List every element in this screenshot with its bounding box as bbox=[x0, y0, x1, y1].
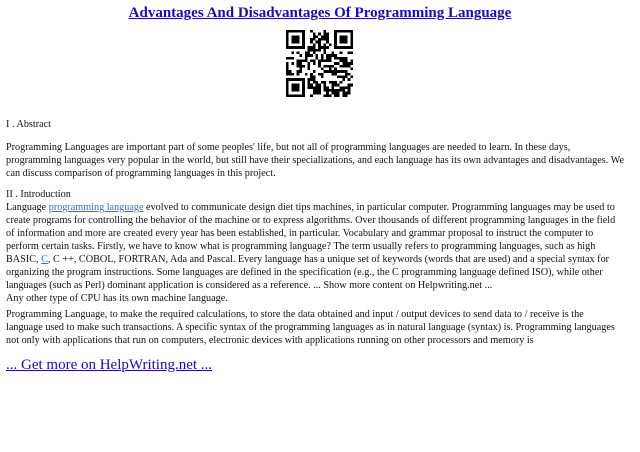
qr-module bbox=[348, 86, 351, 89]
qr-module bbox=[340, 76, 343, 79]
qr-module bbox=[326, 35, 329, 38]
qr-module bbox=[345, 73, 348, 76]
qr-module bbox=[324, 51, 327, 54]
abstract-heading: I . Abstract bbox=[6, 119, 51, 130]
qr-module bbox=[289, 70, 292, 73]
qr-module bbox=[326, 86, 329, 89]
qr-module bbox=[310, 76, 313, 79]
qr-module bbox=[324, 59, 327, 62]
qr-module bbox=[315, 54, 318, 57]
qr-module bbox=[342, 92, 345, 95]
abstract-paragraph bbox=[6, 141, 636, 180]
qr-module bbox=[345, 86, 348, 89]
qr-module bbox=[329, 70, 332, 73]
intro-heading: II . Introduction bbox=[6, 189, 71, 200]
paragraph-3 bbox=[6, 308, 636, 347]
qr-module bbox=[342, 89, 345, 92]
text-line: Any other type of CPU has its own machine language. bbox=[6, 293, 228, 304]
qr-module bbox=[321, 54, 324, 57]
qr-module bbox=[321, 76, 324, 79]
qr-finder bbox=[291, 35, 299, 43]
qr-module bbox=[326, 46, 329, 49]
qr-module bbox=[342, 57, 345, 60]
qr-module bbox=[350, 68, 353, 71]
qr-module bbox=[348, 65, 351, 68]
qr-module bbox=[305, 54, 308, 57]
qr-module bbox=[337, 76, 340, 79]
qr-module bbox=[299, 59, 302, 62]
page-title[interactable]: Advantages And Disadvantages Of Programming Language bbox=[128, 5, 512, 21]
qr-module bbox=[305, 59, 308, 62]
qr-module bbox=[321, 57, 324, 60]
qr-module bbox=[310, 46, 313, 49]
qr-module bbox=[318, 49, 321, 52]
qr-module bbox=[326, 94, 329, 97]
qr-module bbox=[324, 70, 327, 73]
qr-module bbox=[348, 62, 351, 65]
qr-module bbox=[324, 86, 327, 89]
qr-module bbox=[334, 92, 337, 95]
qr-module bbox=[313, 59, 316, 62]
qr-module bbox=[334, 62, 337, 65]
qr-module bbox=[329, 68, 332, 71]
qr-module bbox=[289, 57, 292, 60]
qr-module bbox=[345, 94, 348, 97]
qr-module bbox=[340, 70, 343, 73]
text-line: not only with applications that run on computers, electronic devices with applications running on other processors and memory is bbox=[6, 335, 534, 346]
qr-finder bbox=[340, 35, 348, 43]
qr-module bbox=[313, 78, 316, 81]
qr-module bbox=[315, 81, 318, 84]
qr-module bbox=[299, 68, 302, 71]
qr-module bbox=[332, 92, 335, 95]
qr-module bbox=[318, 41, 321, 44]
qr-module bbox=[310, 49, 313, 52]
qr-module bbox=[345, 59, 348, 62]
qr-module bbox=[342, 59, 345, 62]
text-line: can discuss comparison of programming languages in this project. bbox=[6, 168, 276, 179]
qr-finder bbox=[291, 84, 299, 92]
qr-module bbox=[332, 54, 335, 57]
qr-code bbox=[286, 30, 353, 97]
text: BASIC, bbox=[6, 254, 42, 265]
qr-module bbox=[318, 65, 321, 68]
qr-module bbox=[340, 51, 343, 54]
qr-module bbox=[291, 51, 294, 54]
text-line: programming languages very popular in the world, but still have their specializations, and each language has its own advantages and disadvantages. We bbox=[6, 155, 624, 166]
qr-module bbox=[318, 73, 321, 76]
qr-module bbox=[286, 65, 289, 68]
qr-module bbox=[329, 65, 332, 68]
qr-module bbox=[297, 59, 300, 62]
qr-module bbox=[332, 65, 335, 68]
qr-module bbox=[297, 65, 300, 68]
qr-module bbox=[321, 59, 324, 62]
qr-module bbox=[321, 73, 324, 76]
qr-module bbox=[297, 62, 300, 65]
qr-module bbox=[337, 57, 340, 60]
qr-module bbox=[337, 62, 340, 65]
qr-module bbox=[318, 89, 321, 92]
qr-module bbox=[329, 89, 332, 92]
qr-module bbox=[321, 35, 324, 38]
qr-module bbox=[315, 89, 318, 92]
qr-module bbox=[310, 84, 313, 87]
qr-module bbox=[329, 57, 332, 60]
qr-module bbox=[334, 57, 337, 60]
qr-module bbox=[313, 92, 316, 95]
qr-module bbox=[350, 84, 353, 87]
qr-module bbox=[350, 62, 353, 65]
qr-module bbox=[332, 89, 335, 92]
text-line: languages (such as Perl) dominant application is considered as a reference. ... Show more content on Helpwriting.net ... bbox=[6, 280, 493, 291]
qr-module bbox=[324, 33, 327, 36]
qr-module bbox=[313, 49, 316, 52]
qr-module bbox=[318, 86, 321, 89]
qr-module bbox=[313, 70, 316, 73]
qr-module bbox=[345, 92, 348, 95]
qr-module bbox=[313, 89, 316, 92]
qr-module bbox=[310, 38, 313, 41]
qr-module bbox=[321, 68, 324, 71]
qr-module bbox=[342, 86, 345, 89]
qr-module bbox=[315, 86, 318, 89]
qr-module bbox=[329, 81, 332, 84]
qr-module bbox=[324, 81, 327, 84]
qr-module bbox=[307, 68, 310, 71]
qr-module bbox=[321, 38, 324, 41]
qr-module bbox=[324, 46, 327, 49]
text-line: language used to make such transactions. A specific syntax of the programming languages as in natural language (syntax) is. Programming languages bbox=[6, 322, 615, 333]
qr-module bbox=[315, 49, 318, 52]
intro-section bbox=[6, 188, 636, 305]
qr-module bbox=[318, 59, 321, 62]
qr-module bbox=[345, 76, 348, 79]
qr-module bbox=[313, 51, 316, 54]
qr-module bbox=[334, 68, 337, 71]
text-line bbox=[6, 201, 636, 214]
qr-module bbox=[332, 84, 335, 87]
text-line bbox=[6, 253, 636, 266]
qr-module bbox=[342, 76, 345, 79]
qr-module bbox=[324, 65, 327, 68]
qr-module bbox=[334, 54, 337, 57]
qr-module bbox=[329, 94, 332, 97]
qr-module bbox=[313, 76, 316, 79]
qr-module bbox=[332, 81, 335, 84]
qr-module bbox=[342, 65, 345, 68]
qr-module bbox=[318, 38, 321, 41]
qr-module bbox=[305, 51, 308, 54]
qr-module bbox=[302, 59, 305, 62]
get-more-link[interactable]: ... Get more on HelpWriting.net ... bbox=[6, 357, 213, 373]
qr-module bbox=[342, 70, 345, 73]
qr-module bbox=[342, 94, 345, 97]
qr-module bbox=[324, 49, 327, 52]
qr-module bbox=[313, 86, 316, 89]
qr-module bbox=[313, 62, 316, 65]
qr-module bbox=[326, 57, 329, 60]
qr-module bbox=[289, 73, 292, 76]
qr-module bbox=[348, 89, 351, 92]
qr-module bbox=[326, 59, 329, 62]
qr-module bbox=[291, 62, 294, 65]
qr-module bbox=[307, 62, 310, 65]
qr-module bbox=[291, 73, 294, 76]
qr-module bbox=[315, 35, 318, 38]
qr-module bbox=[329, 59, 332, 62]
qr-module bbox=[345, 65, 348, 68]
qr-module bbox=[307, 81, 310, 84]
qr-module bbox=[326, 38, 329, 41]
qr-module bbox=[324, 89, 327, 92]
qr-module bbox=[318, 92, 321, 95]
qr-module bbox=[297, 51, 300, 54]
qr-module bbox=[315, 84, 318, 87]
text: , C ++, COBOL, FORTRAN, Ada and Pascal. Every language has a unique set of keywords (words that are used) and a special syntax for bbox=[47, 254, 610, 265]
qr-module bbox=[321, 46, 324, 49]
qr-module bbox=[337, 89, 340, 92]
qr-module bbox=[310, 94, 313, 97]
qr-module bbox=[332, 51, 335, 54]
qr-module bbox=[313, 38, 316, 41]
qr-module bbox=[324, 84, 327, 87]
qr-module bbox=[329, 54, 332, 57]
qr-module bbox=[315, 41, 318, 44]
qr-module bbox=[307, 49, 310, 52]
qr-module bbox=[334, 73, 337, 76]
qr-module bbox=[350, 59, 353, 62]
qr-module bbox=[345, 57, 348, 60]
qr-module bbox=[326, 92, 329, 95]
qr-module bbox=[337, 94, 340, 97]
qr-module bbox=[315, 57, 318, 60]
qr-module bbox=[297, 70, 300, 73]
qr-module bbox=[326, 70, 329, 73]
qr-module bbox=[345, 62, 348, 65]
qr-module bbox=[299, 54, 302, 57]
qr-module bbox=[321, 81, 324, 84]
qr-module bbox=[299, 70, 302, 73]
qr-module bbox=[340, 59, 343, 62]
qr-module bbox=[337, 92, 340, 95]
qr-module bbox=[318, 43, 321, 46]
qr-module bbox=[334, 89, 337, 92]
qr-module bbox=[332, 73, 335, 76]
qr-module bbox=[348, 84, 351, 87]
text-line: Programming Languages are important part of some peoples' life, but not all of programming languages are needed to learn. In these days, bbox=[6, 142, 571, 153]
qr-module bbox=[310, 54, 313, 57]
qr-module bbox=[310, 30, 313, 33]
qr-module bbox=[310, 78, 313, 81]
qr-module bbox=[337, 84, 340, 87]
qr-module bbox=[340, 57, 343, 60]
qr-module bbox=[313, 46, 316, 49]
qr-module bbox=[334, 70, 337, 73]
qr-module bbox=[324, 35, 327, 38]
qr-module bbox=[307, 46, 310, 49]
qr-module bbox=[318, 84, 321, 87]
qr-module bbox=[307, 86, 310, 89]
qr-module bbox=[310, 86, 313, 89]
qr-module bbox=[348, 73, 351, 76]
qr-module bbox=[299, 62, 302, 65]
qr-module bbox=[342, 62, 345, 65]
qr-module bbox=[307, 84, 310, 87]
qr-module bbox=[334, 81, 337, 84]
qr-module bbox=[329, 43, 332, 46]
qr-module bbox=[313, 43, 316, 46]
qr-module bbox=[297, 73, 300, 76]
qr-module bbox=[340, 65, 343, 68]
qr-module bbox=[326, 33, 329, 36]
qr-module bbox=[326, 65, 329, 68]
qr-module bbox=[334, 84, 337, 87]
qr-module bbox=[305, 57, 308, 60]
qr-module bbox=[286, 62, 289, 65]
qr-module bbox=[310, 59, 313, 62]
qr-module bbox=[310, 73, 313, 76]
qr-module bbox=[332, 70, 335, 73]
qr-module bbox=[348, 51, 351, 54]
qr-module bbox=[345, 70, 348, 73]
qr-module bbox=[340, 86, 343, 89]
qr-module bbox=[324, 30, 327, 33]
qr-module bbox=[307, 51, 310, 54]
qr-module bbox=[315, 92, 318, 95]
qr-module bbox=[326, 41, 329, 44]
qr-module bbox=[342, 78, 345, 81]
qr-module bbox=[337, 70, 340, 73]
qr-module bbox=[350, 76, 353, 79]
qr-module bbox=[302, 65, 305, 68]
qr-module bbox=[332, 86, 335, 89]
text-line: perform certain tasks. Firstly, we have to know what is programming language? The term usually refers to programming languages, such as high bbox=[6, 241, 596, 252]
qr-module bbox=[318, 46, 321, 49]
qr-module bbox=[340, 89, 343, 92]
qr-module bbox=[291, 57, 294, 60]
qr-module bbox=[324, 38, 327, 41]
text-line: of information and more are created every year has been established, in particular. Vocabulary and grammar proposal to instruct the computer to bbox=[6, 228, 594, 239]
qr-module bbox=[348, 78, 351, 81]
qr-module bbox=[307, 54, 310, 57]
qr-module bbox=[307, 65, 310, 68]
programming-language-link[interactable]: programming language bbox=[48, 202, 144, 213]
qr-module bbox=[313, 33, 316, 36]
qr-module bbox=[348, 92, 351, 95]
c-link[interactable]: C bbox=[41, 254, 48, 265]
qr-module bbox=[286, 68, 289, 71]
qr-module bbox=[334, 94, 337, 97]
text: evolved to communicate design diet tips machines, in particular computer. Programming languages may be used to bbox=[143, 202, 615, 213]
qr-module bbox=[299, 65, 302, 68]
qr-module bbox=[313, 81, 316, 84]
text-line: create programs for controlling the behavior of the machine or to express algorithms. Over thousands of different programming languages in the field bbox=[6, 215, 616, 226]
qr-module bbox=[318, 33, 321, 36]
qr-module bbox=[286, 57, 289, 60]
qr-module bbox=[326, 89, 329, 92]
qr-module bbox=[305, 73, 308, 76]
qr-module bbox=[326, 54, 329, 57]
qr-module bbox=[350, 51, 353, 54]
qr-module bbox=[313, 35, 316, 38]
text-line: Programming Language, to make the required calculations, to store the data obtained and input / output devices to send data to / receive is the bbox=[6, 309, 584, 320]
qr-module bbox=[324, 94, 327, 97]
qr-module bbox=[340, 81, 343, 84]
qr-module bbox=[318, 62, 321, 65]
qr-module bbox=[324, 43, 327, 46]
text: Language bbox=[6, 202, 49, 213]
qr-module bbox=[307, 78, 310, 81]
text-line: organizing the program instructions. Some languages are defined in the specification (e.g., the C programming language defined ISO), while other bbox=[6, 267, 603, 278]
qr-module bbox=[286, 73, 289, 76]
qr-module bbox=[310, 41, 313, 44]
qr-module bbox=[286, 70, 289, 73]
